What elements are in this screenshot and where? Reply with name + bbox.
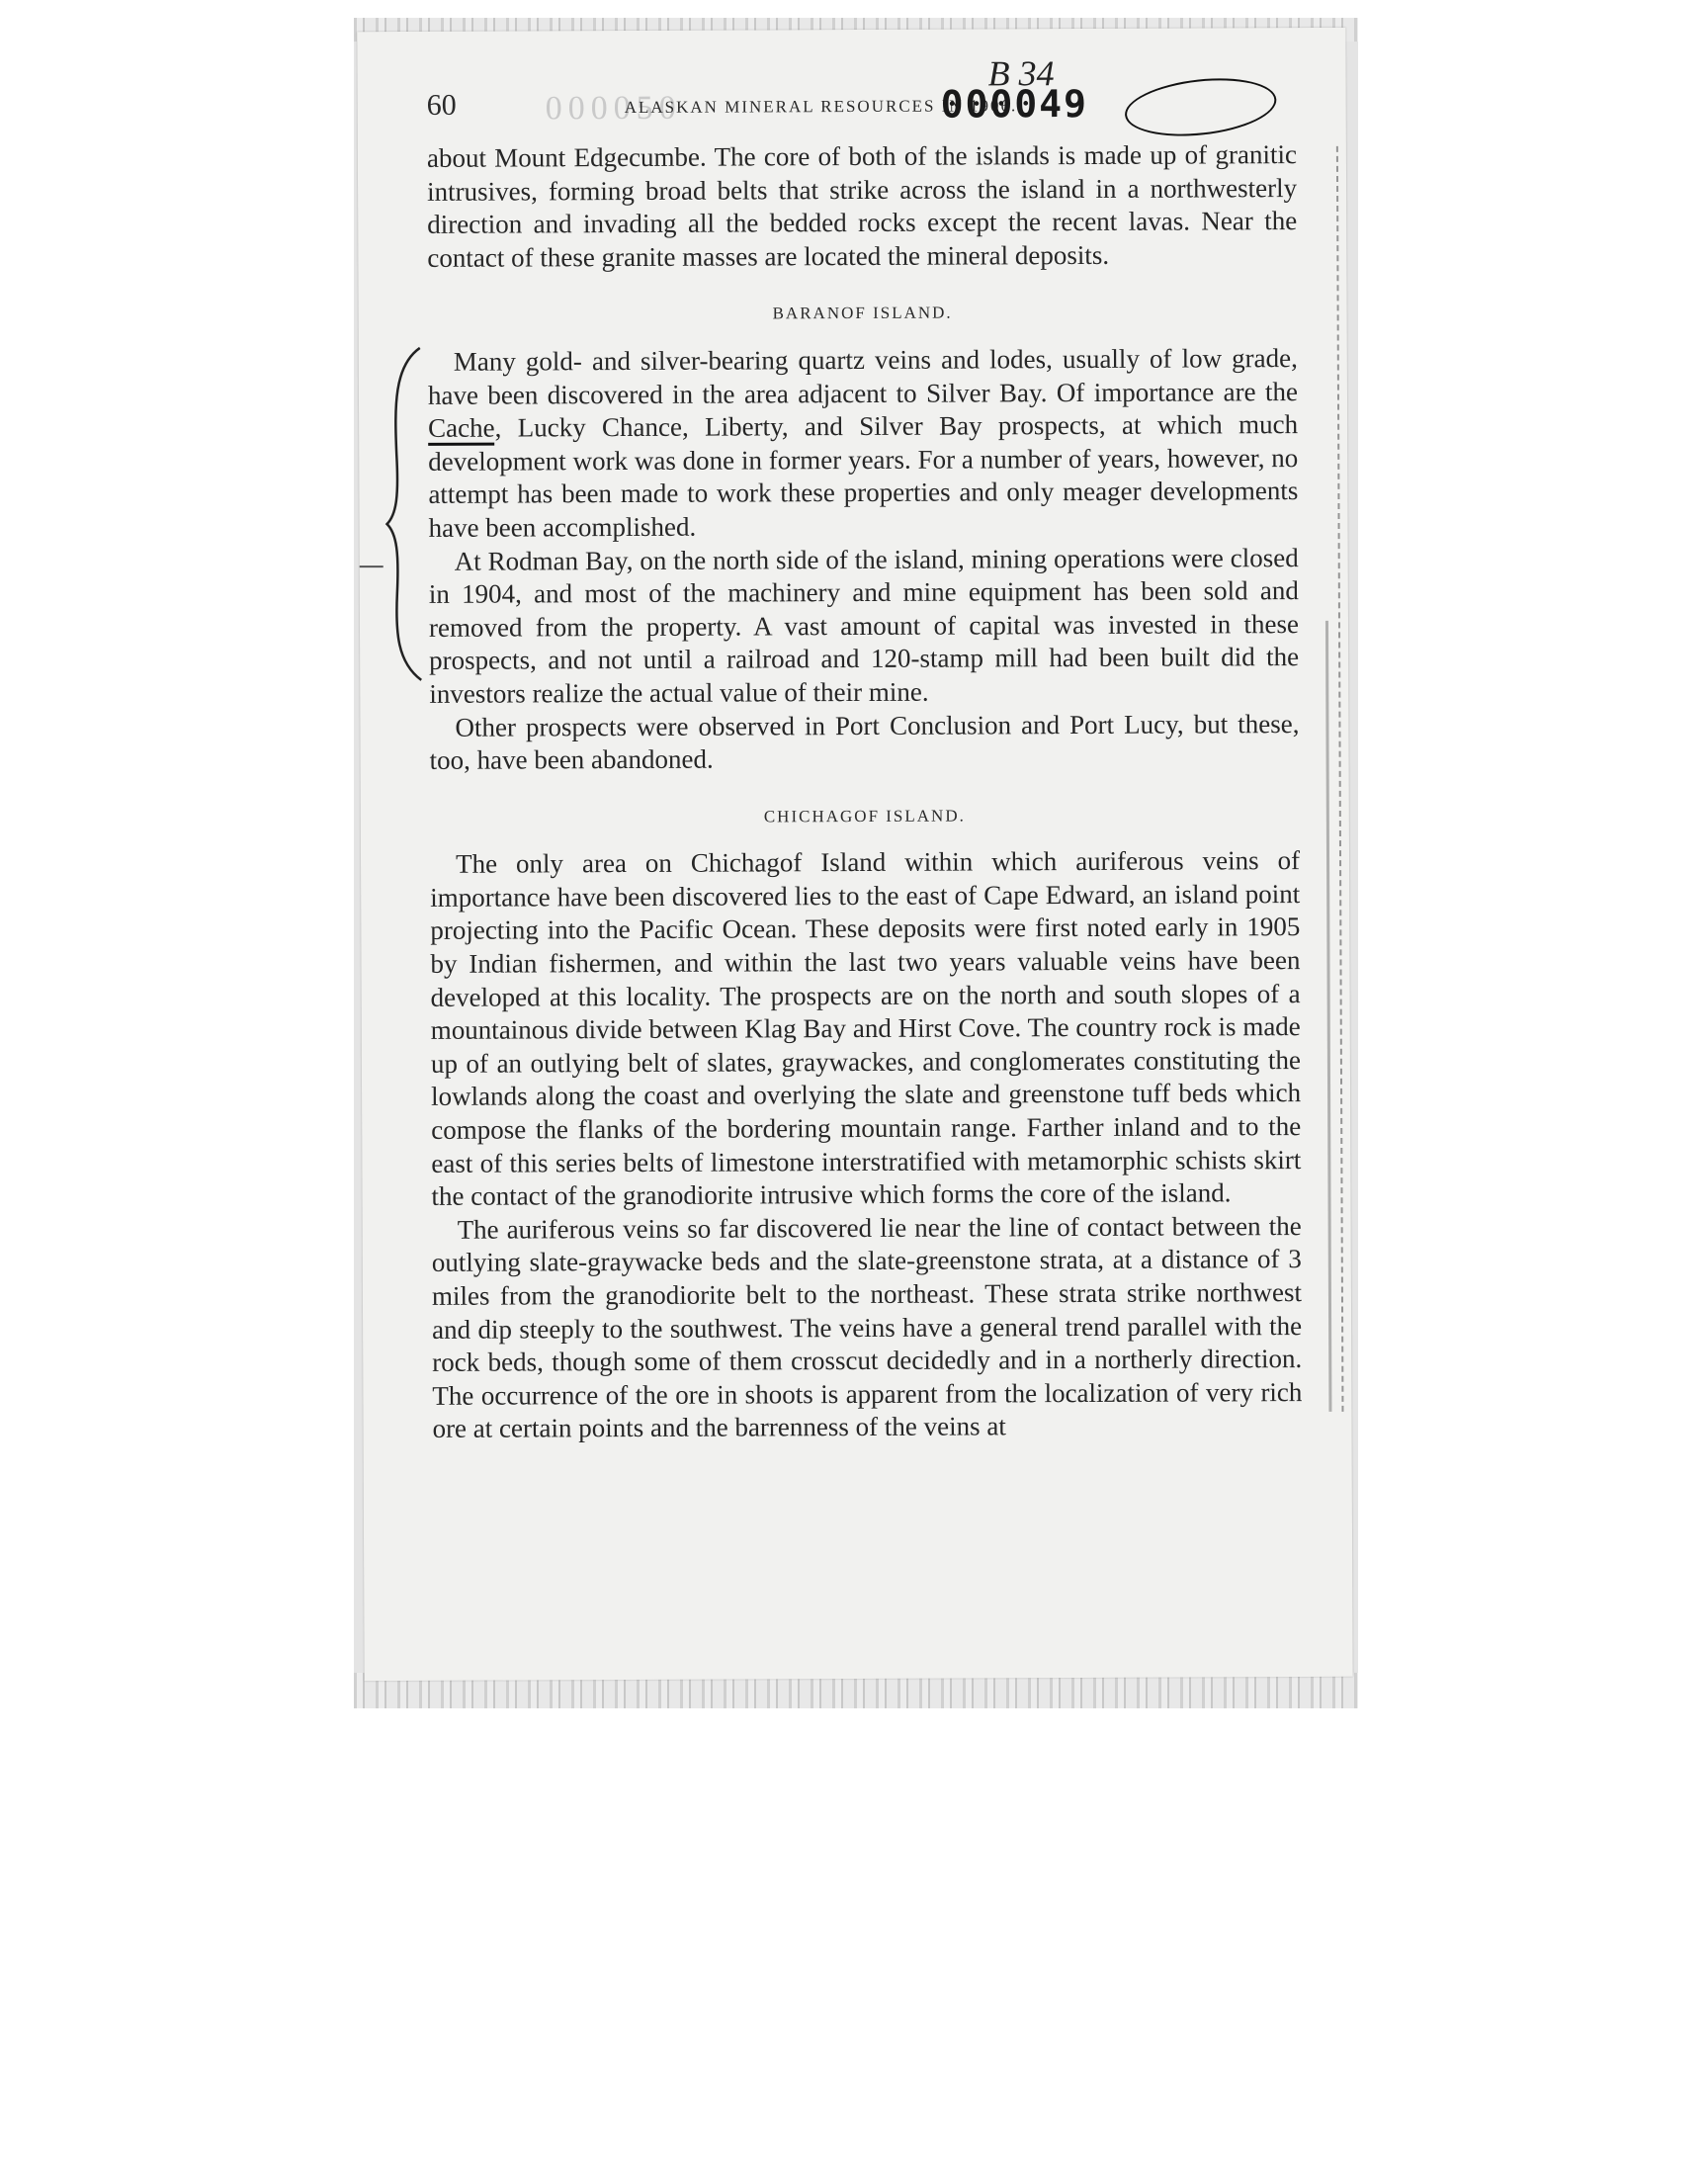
chichagof-paragraph-1: The only area on Chichagof Island within which auriferous veins of importance have been discovered lies to the east of Cape Edward, an island point projecting into the Pacific Ocean. These deposits were first noted early in 1905 by Indian fishermen, and within the last two years valuable veins have been developed at this locality. The prospects are on the north and south slopes of a mountainous divide between Klag Bay and Hirst Cove. The country rock is made up of an outlying belt of slates, graywackes, and conglomerates constituting the lowlands along the coast and overlying the slate and greenstone tuff beds which compose the flanks of the bordering mountain range. Farther inland and to the east of this series belts of limestone interstratified with metamorphic schists skirt the contact of the granodiorite intrusive which forms the core of the island. bbox=[430, 845, 1302, 1212]
running-title: ALASKAN MINERAL RESOURCES IN 1906. bbox=[624, 96, 1018, 118]
chichagof-paragraph-2: The auriferous veins so far discovered lie near the line of contact between the outlying slate-graywacke beds and the slate-greenstone strata, at a distance of 3 miles from the granodiorite belt to the northeast. These strata strike northwest and dip steeply to the southwest. The veins have a general trend parallel with the rock beds, though some of them crosscut decidedly and in a northerly direction. The occurrence of the ore in shoots is apparent from the localization of very rich ore at certain points and the barrenness of the veins at bbox=[431, 1210, 1303, 1444]
baranof-heading: BARANOF ISLAND. bbox=[772, 303, 953, 323]
baranof-paragraph-3: Other prospects were observed in Port Conclusion and Port Lucy, but these, too, have been abandoned. bbox=[429, 708, 1300, 775]
baranof-paragraph-2: At Rodman Bay, on the north side of the island, mining operations were closed in 1904, and most of the machinery and mine equipment has been sold and removed from the property. A vast amount of capital was invested in these prospects, and not until a railroad and 120-stamp mill had been built did the investors realize the actual value of their mine. bbox=[428, 542, 1300, 709]
baranof-p1-end: , Lucky Chance, Liberty, and Silver Bay prospects, at which much development work was done in former years. For a number of years, however, no attempt has been made to work these properties and only meager developments have been accomplished. bbox=[428, 409, 1299, 543]
pencil-tick-mark bbox=[360, 566, 384, 567]
handwritten-reference: B 34 bbox=[987, 53, 1055, 94]
newspaper-clipping bbox=[357, 28, 1352, 1681]
baranof-paragraph-1 bbox=[428, 342, 1299, 545]
intro-paragraph: about Mount Edgecumbe. The core of both of the islands is made up of granitic intrusives, forming broad belts that strike across the island in a northwesterly direction and invading all the bedded rocks except the recent lavas. Near the contact of these granite masses are located the mineral deposits. bbox=[426, 139, 1298, 273]
baranof-p1-start: Many gold- and silver-bearing quartz veins and lodes, usually of low grade, have been discovered in the area adjacent to Silver Bay. Of importance are the bbox=[427, 343, 1299, 410]
page-number: 60 bbox=[426, 88, 457, 122]
underlined-cache: Cache bbox=[428, 413, 495, 446]
clipping-right-edge bbox=[1333, 146, 1344, 1412]
year-circle-mark bbox=[1122, 71, 1279, 142]
clipping-fold-line bbox=[1323, 621, 1331, 1412]
stamp-number: 000049 bbox=[940, 81, 1089, 127]
pen-bracket-mark bbox=[384, 346, 425, 682]
running-head bbox=[426, 53, 1297, 140]
ghost-stamp-number: 000050 bbox=[545, 89, 682, 128]
chichagof-heading: CHICHAGOF ISLAND. bbox=[763, 806, 966, 826]
article-body bbox=[427, 138, 1303, 1446]
